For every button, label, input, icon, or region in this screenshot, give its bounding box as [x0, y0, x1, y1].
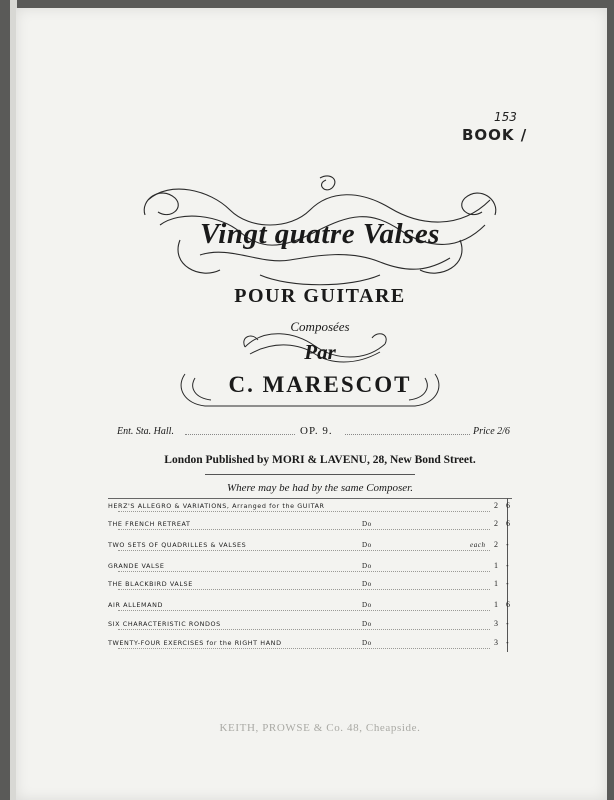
opus-number: OP. 9. — [300, 425, 333, 437]
work-title: SIX CHARACTERISTIC RONDOS — [108, 620, 224, 628]
price-pence: - — [506, 540, 510, 549]
ditto-mark: Do — [362, 639, 372, 647]
ditto-mark: Do — [362, 601, 372, 609]
price-pence: - — [506, 561, 510, 570]
pencil-number: 153 — [494, 110, 517, 124]
price-shillings: 1 — [494, 579, 499, 588]
work-title: HERZ'S ALLEGRO & VARIATIONS, Arranged for the GUITAR — [108, 502, 328, 510]
price-pence: 6 — [506, 519, 511, 528]
ditto-mark: Do — [362, 520, 372, 528]
par-label: Par — [304, 340, 336, 364]
leader-dots — [118, 511, 490, 512]
leader-dots — [118, 571, 490, 572]
pencil-book-label: BOOK / — [462, 126, 528, 144]
composees-label: Composées — [290, 319, 350, 334]
leader-dots — [118, 550, 490, 551]
list-item — [108, 562, 518, 576]
dealer-stamp: KEITH, PROWSE & Co. 48, Cheapside. — [219, 722, 421, 734]
work-title: TWENTY-FOUR EXERCISES for the RIGHT HAND — [108, 639, 285, 647]
each-label: each — [470, 541, 486, 549]
price-shillings: 3 — [494, 619, 499, 628]
leader-dots — [118, 629, 490, 630]
work-title: AIR ALLEMAND — [108, 601, 166, 609]
composer-name: C. MARESCOT — [228, 372, 412, 397]
list-item — [108, 601, 518, 615]
list-item — [108, 502, 518, 516]
subtitle: POUR GUITARE — [234, 285, 406, 307]
leader-dots — [118, 529, 490, 530]
price-shillings: 1 — [494, 600, 499, 609]
price: Price 2/6 — [473, 426, 510, 437]
leader-dots — [118, 610, 490, 611]
leader-dots — [118, 648, 490, 649]
publisher-line: London Published by MORI & LAVENU, 28, New Bond Street. — [164, 454, 476, 466]
list-top-rule — [108, 498, 512, 499]
price-shillings: 1 — [494, 561, 499, 570]
title: Vingt quatre Valses — [200, 218, 440, 250]
price-pence: - — [506, 579, 510, 588]
price-pence: 6 — [506, 600, 511, 609]
list-item — [108, 580, 518, 594]
price-pence: 6 — [506, 501, 511, 510]
list-item — [108, 639, 518, 653]
price-shillings: 2 — [494, 501, 499, 510]
entry-rule-right — [345, 434, 470, 435]
publisher-rule — [205, 474, 415, 475]
ditto-mark: Do — [362, 562, 372, 570]
list-heading: Where may be had by the same Composer. — [227, 482, 413, 494]
list-item — [108, 620, 518, 634]
price-shillings: 2 — [494, 519, 499, 528]
leader-dots — [118, 589, 490, 590]
list-item — [108, 541, 518, 555]
price-shillings: 2 — [494, 540, 499, 549]
work-title: GRANDE VALSE — [108, 562, 167, 570]
ditto-mark: Do — [362, 620, 372, 628]
price-pence: - — [506, 638, 510, 647]
price-shillings: 3 — [494, 638, 499, 647]
ditto-mark: Do — [362, 541, 372, 549]
work-title: TWO SETS OF QUADRILLES & VALSES — [108, 541, 249, 549]
entry-stationers-hall: Ent. Sta. Hall. — [117, 426, 174, 437]
work-title: THE FRENCH RETREAT — [108, 520, 193, 528]
list-item — [108, 520, 518, 534]
ditto-mark: Do — [362, 580, 372, 588]
work-title: THE BLACKBIRD VALSE — [108, 580, 196, 588]
price-pence: - — [506, 619, 510, 628]
entry-rule-left — [185, 434, 295, 435]
